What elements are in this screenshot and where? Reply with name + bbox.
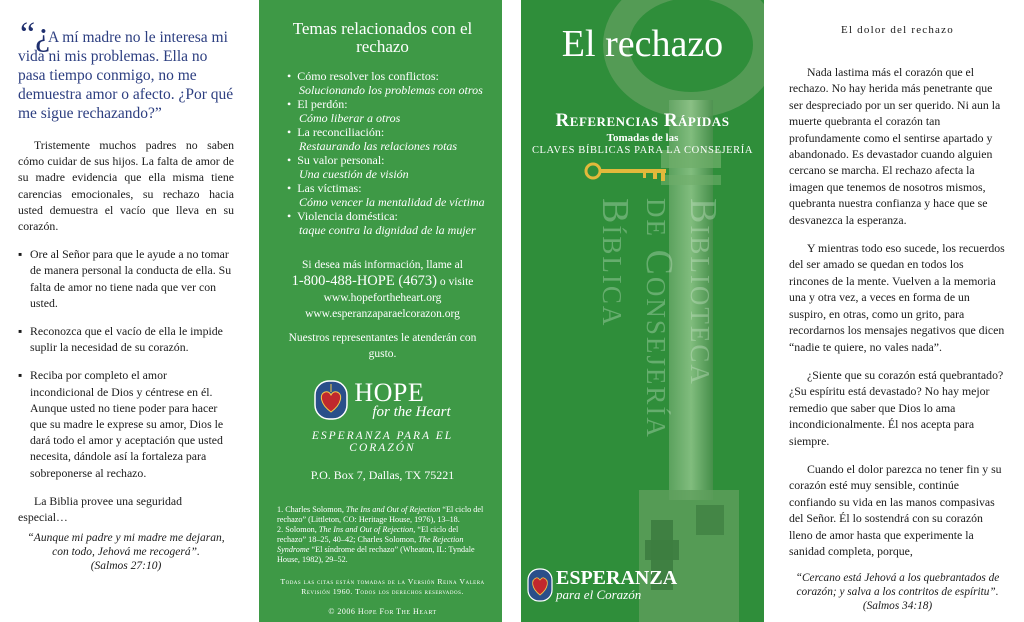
hope-logo xyxy=(277,377,488,420)
advice-list xyxy=(18,246,234,481)
gold-key-icon xyxy=(583,160,673,182)
quote-mark: “¿ xyxy=(20,16,51,53)
stained-glass-heart-icon xyxy=(527,568,553,602)
topic-subtitle: Cómo vencer la mentalidad de víctima xyxy=(299,194,485,209)
logo-name: ESPERANZA xyxy=(556,567,678,589)
list-item-text: Reconozca que el vacío de ella le impide suplir la necesidad de su corazón. xyxy=(30,324,223,355)
body-paragraph: Cuando el dolor parezca no tener fin y su corazón esté muy sensible, continúe confiando su vida en las manos compasivas del Señor. Él lo sostendrá con su corazón lleno de amor hasta que experimente la sanidad completa, porque, xyxy=(789,461,1002,558)
vertical-title-3: Bíblica xyxy=(594,198,636,328)
topic-title: Cómo resolver los conflictos: xyxy=(297,69,439,83)
footnote-text: 2. Solomon, xyxy=(277,525,317,534)
intro-paragraph: Tristemente muchos padres no saben cómo cuidar de sus hijos. La falta de amor de su madre evidencia que ella misma tiene carencias emocionales, su rechazo hacia usted demuestra el vacío que lleva en su corazón. xyxy=(18,138,234,234)
bullet-icon: ▪ xyxy=(18,368,23,383)
panel-inside-left xyxy=(0,0,248,622)
list-item: • Violencia doméstica: taque contra la dignidad de la mujer xyxy=(287,210,488,237)
topic-subtitle: Restaurando las relaciones rotas xyxy=(299,138,458,153)
list-item xyxy=(18,323,234,355)
esperanza-logo xyxy=(527,568,677,602)
logo-subtitle: for the Heart xyxy=(372,403,451,420)
list-item: • Su valor personal: Una cuestión de visión xyxy=(287,154,488,181)
verse-reference: (Salmos 27:10) xyxy=(90,559,162,572)
copyright: © 2006 Hope For The Heart xyxy=(328,607,437,616)
list-item xyxy=(18,246,234,311)
list-item-text: Ore al Señor para que le ayude a no tomar de manera personal la conducta de ella. Su falta de amor no tiene nada que ver con usted. xyxy=(30,247,232,310)
logo-name: HOPE xyxy=(354,377,425,407)
list-item xyxy=(18,367,234,480)
tagline: ESPERANZA PARA EL CORAZÓN xyxy=(311,430,454,454)
panel-back-green xyxy=(259,0,502,622)
stained-glass-heart-icon xyxy=(314,380,348,420)
topic-title: Violencia doméstica: xyxy=(296,209,398,223)
pull-quote: A mí madre no le interesa mi vida ni mis problemas. Ella no pasa tiempo conmigo, no me demuestra amor o afecto. ¿Por qué me sigue rechazando?” xyxy=(18,29,234,122)
topic-title: El perdón: xyxy=(297,97,348,111)
phone-number[interactable]: 1-800-488-HOPE (4673) xyxy=(291,273,437,289)
phone-line xyxy=(277,273,488,290)
representatives-note: Nuestros representantes le atenderán con gusto. xyxy=(288,332,477,360)
vertical-title-2: de Consejería xyxy=(638,198,680,439)
topic-title: Las víctimas: xyxy=(297,181,362,195)
url-link-1[interactable]: www.hopefortheheart.org xyxy=(323,292,442,304)
section-heading: El dolor del rechazo xyxy=(841,24,954,36)
related-topics-list xyxy=(287,70,488,237)
url-link-2[interactable]: www.esperanzaparaelcorazon.org xyxy=(305,308,460,320)
related-topics-heading: Temas relacionados con el rechazo xyxy=(292,19,473,56)
topic-subtitle: Cómo liberar a otros xyxy=(299,110,401,125)
footnote-book-title: The Ins and Out of Rejection xyxy=(318,525,414,534)
series-subtitle: Tomadas de las xyxy=(606,132,679,144)
verse-quote: “Aunque mi padre y mi madre me dejaran, con todo, Jehová me recogerá”. xyxy=(27,531,225,559)
cover-title: El rechazo xyxy=(561,23,724,65)
topic-subtitle: taque contra la dignidad de la mujer xyxy=(299,222,476,237)
topic-title: Su valor personal: xyxy=(297,153,385,167)
contact-intro: Si desea más información, llame al xyxy=(302,259,463,271)
panel-inside-right xyxy=(777,0,1024,622)
panel-front-cover xyxy=(521,0,764,622)
body-paragraph: ¿Siente que su corazón está quebrantado? ¿Su espíritu está devastado? No hay mejor remedio que saber que Dios lo ama incondicionalmente. Él nos acepta para siempre. xyxy=(789,367,1004,448)
list-item: • Las víctimas: Cómo vencer la mentalidad de víctima xyxy=(287,182,488,209)
footnote-1 xyxy=(277,505,488,525)
bullet-icon: ▪ xyxy=(18,247,23,262)
list-item: • La reconciliación: Restaurando las relaciones rotas xyxy=(287,126,488,153)
footnote-2 xyxy=(277,525,488,565)
footnote-book-title: The Rejection Syndrome xyxy=(277,535,464,554)
mailing-address: P.O. Box 7, Dallas, TX 75221 xyxy=(310,468,455,482)
topic-title: La reconciliación: xyxy=(297,125,385,139)
logo-subtitle: para el Corazón xyxy=(556,587,642,602)
topic-subtitle: Solucionando los problemas con otros xyxy=(299,82,483,97)
footnote-book-title: The Ins and Out of Rejection xyxy=(345,505,441,514)
phone-suffix: o visite xyxy=(439,276,474,288)
footnote-text: “El ciclo del rechazo” (Littleton, CO: Heritage House, 1976), 13–18. xyxy=(277,505,484,524)
verse-quote: “Cercano está Jehová a los quebrantados de corazón; y salva a los contritos de espíritu”. xyxy=(795,572,1000,599)
footnotes xyxy=(277,505,488,565)
series-subtitle-2: CLAVES BÍBLICAS PARA LA CONSEJERÍA xyxy=(531,145,754,156)
bullet-icon: ▪ xyxy=(18,324,23,339)
body-paragraph: Y mientras todo eso sucede, los recuerdos del ser amado se quedan en todos los rincones de la mente. Vuelven a la memoria una y otra vez, a veces en forma de un suspiro, en otras, como un grito, para recordarnos los mensajes negativos que dicen “nadie te quiere, no vales nada”. xyxy=(789,241,1005,354)
version-note: Todas las citas están tomadas de la Versión Reina Valera Revisión 1960. Todos los derechos reservados. xyxy=(280,577,485,596)
verse-reference: (Salmos 34:18) xyxy=(862,600,933,613)
list-item: • Cómo resolver los conflictos: Solucionando los problemas con otros xyxy=(287,70,488,97)
bible-intro: La Biblia provee una seguridad especial… xyxy=(18,493,183,524)
footnote-text: 1. Charles Solomon, xyxy=(277,505,344,514)
vertical-title-1: Biblioteca xyxy=(682,198,724,386)
footnote-text: , “El ciclo del rechazo” 18–25, 40–42; Charles Solomon, xyxy=(277,525,459,544)
body-paragraph: Nada lastima más el corazón que el rechazo. No hay herida más penetrante que ser despreciado por un ser querido. Ni aun la muerte quebranta el corazón tan profundamente como el sentirse apartado y abandonado. Es devastador cuando alguien cercano se marcha. El rechazo afecta la imagen que tenemos de nosotros mismos, quebranta nuestra confianza y hace que se desvanezca la esperanza. xyxy=(789,65,1001,227)
topic-subtitle: Una cuestión de visión xyxy=(299,166,409,181)
footnote-text: “El síndrome del rechazo” (Wheaton, IL: Tyndale House, 1982), 29–52. xyxy=(277,545,475,564)
series-title: Referencias Rápidas xyxy=(555,110,730,131)
list-item-text: Reciba por completo el amor incondicional de Dios y céntrese en él. Aunque usted no tiene poder para hacer que su madre le exprese su amor, Dios le dará todo el amor y aceptación que usted necesita, dándole así la fortaleza para sobreponerse al rechazo. xyxy=(30,368,224,480)
list-item: • El perdón: Cómo liberar a otros xyxy=(287,98,488,125)
